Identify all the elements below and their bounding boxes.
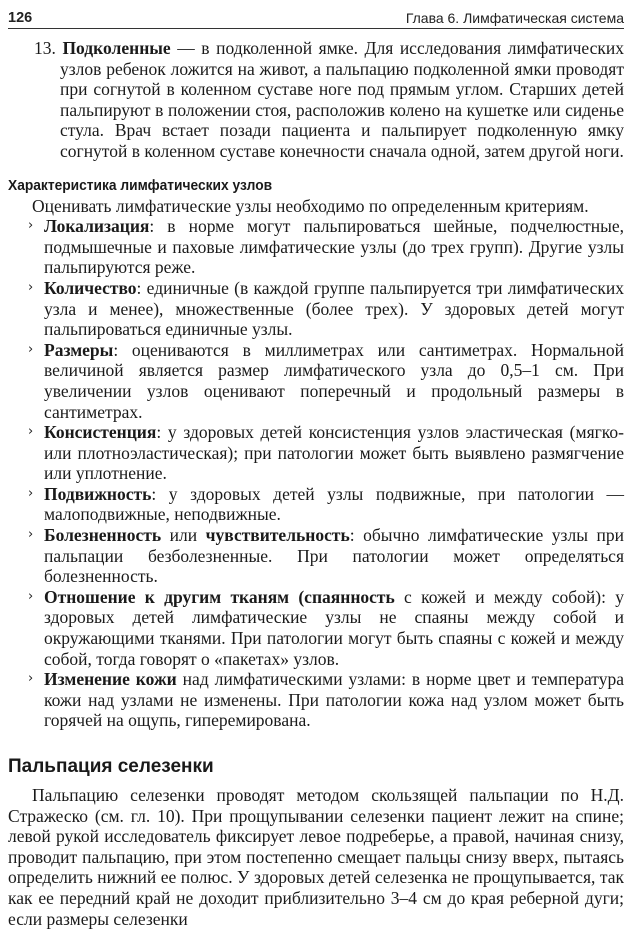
criterion-term: Изменение кожи [44, 669, 177, 690]
header-rule [8, 28, 624, 29]
criterion-text: с кожей и между собой): у здоровых детей лимфатические узлы не спаяны между собой и окружающими тканями. При патологии могут быть спаяны с кожей и между собой, тогда говорят о «пакетах» узлов. [44, 586, 624, 669]
list-item-13 [8, 38, 624, 162]
page-content [8, 38, 624, 929]
criterion-term: Размеры [44, 339, 114, 360]
bullet-icon: › [28, 424, 34, 440]
criterion-text: над лимфатическими узлами: в норме цвет и температура кожи над узлами не изменены. При патологии кожа над узлом может быть горячей на ощупь, гиперемирована. [44, 669, 624, 731]
list-item [8, 278, 624, 340]
criterion-term: Локализация [44, 216, 150, 237]
section-heading-spleen: Пальпация селезенки [8, 756, 214, 777]
criterion-term-2: чувствительность [205, 525, 350, 546]
criterion-text: : обычно лимфатические узлы при пальпации безболезненные. При патологии может определяться болезненность. [44, 525, 624, 587]
spleen-paragraph: Пальпацию селезенки проводят методом скользящей пальпации по Н.Д. Стражеско (см. гл. 10). При прощупывании селезенки пациент лежит на спине; левой рукой исследователь фиксирует левое подреберье, а правой, начиная снизу, проводит пальпацию, при этом постепенно смещает пальцы снизу вверх, пытаясь определить нижний ее полюс. У здоровых детей селезенка не прощупывается, так как ее передний край не доходит приблизительно 3–4 см до края реберной дуги; если размеры селезенки [8, 785, 624, 929]
criterion-term: Консистенция [44, 422, 157, 443]
criterion-text: : оцениваются в миллиметрах или сантиметрах. Нормальной величиной является размер лимфатического узла до 0,5–1 см. При увеличении узлов оценивают поперечный и продольный размеры в сантиметрах. [44, 339, 624, 422]
bullet-icon: › [28, 527, 34, 543]
bullet-icon: › [28, 279, 34, 295]
criterion-text: : единичные (в каждой группе пальпируется три лимфатических узла и менее), множественные (более трех). У здоровых детей могут пальпироваться единичные узлы. [44, 277, 624, 340]
list-item [8, 216, 624, 278]
criterion-text: : в норме могут пальпироваться шейные, подчелюстные, подмышечные и паховые лимфатические узлы (до трех групп). Другие узлы пальпируются реже. [44, 216, 624, 278]
page-number: 126 [8, 10, 33, 26]
list-item [8, 484, 624, 525]
criterion-text: : у здоровых детей консистенция узлов эластическая (мягко- или плотноэластическая); при патологии может быть выявлено размягчение или уплотнение. [44, 422, 624, 484]
criterion-text: : у здоровых детей узлы подвижные, при патологии — малоподвижные, неподвижные. [44, 483, 624, 525]
item-number: 13. [34, 38, 56, 58]
list-item [8, 587, 624, 669]
list-item [8, 340, 624, 422]
bullet-icon: › [28, 588, 34, 604]
bullet-icon: › [28, 341, 34, 357]
criterion-term: Отношение к другим тканям (спаянность [44, 586, 395, 607]
bullet-icon: › [28, 671, 34, 687]
list-item [8, 422, 624, 484]
criterion-term: Количество [44, 277, 137, 298]
item-text: — в подколенной ямке. Для исследования лимфатических узлов ребенок ложится на живот, а пальпацию подколенной ямки проводят при согнутой в коленном суставе ноге под прямым углом. Старших детей пальпируют в положении стоя, расположив колено на кушетке или сиденье стула. Врач встает позади пациента и пальпирует подколенную ямку согнутой в коленном суставе конечности сначала одной, затем другой ноги. [60, 38, 624, 161]
bullet-icon: › [28, 218, 34, 234]
criteria-list [8, 216, 624, 731]
bullet-icon: › [28, 485, 34, 501]
list-item [8, 669, 624, 731]
section-heading-lymph-nodes: Характеристика лимфатических узлов [8, 177, 273, 194]
item-title: Подколенные [62, 38, 171, 58]
criterion-connector: или [161, 525, 206, 546]
page-header [8, 6, 624, 26]
section-intro: Оценивать лимфатические узлы необходимо по определенным критериям. [32, 195, 589, 216]
list-item [8, 525, 624, 587]
criterion-term: Болезненность [44, 525, 162, 546]
chapter-title: Глава 6. Лимфатическая система [405, 10, 624, 26]
criterion-term: Подвижность [44, 483, 152, 504]
